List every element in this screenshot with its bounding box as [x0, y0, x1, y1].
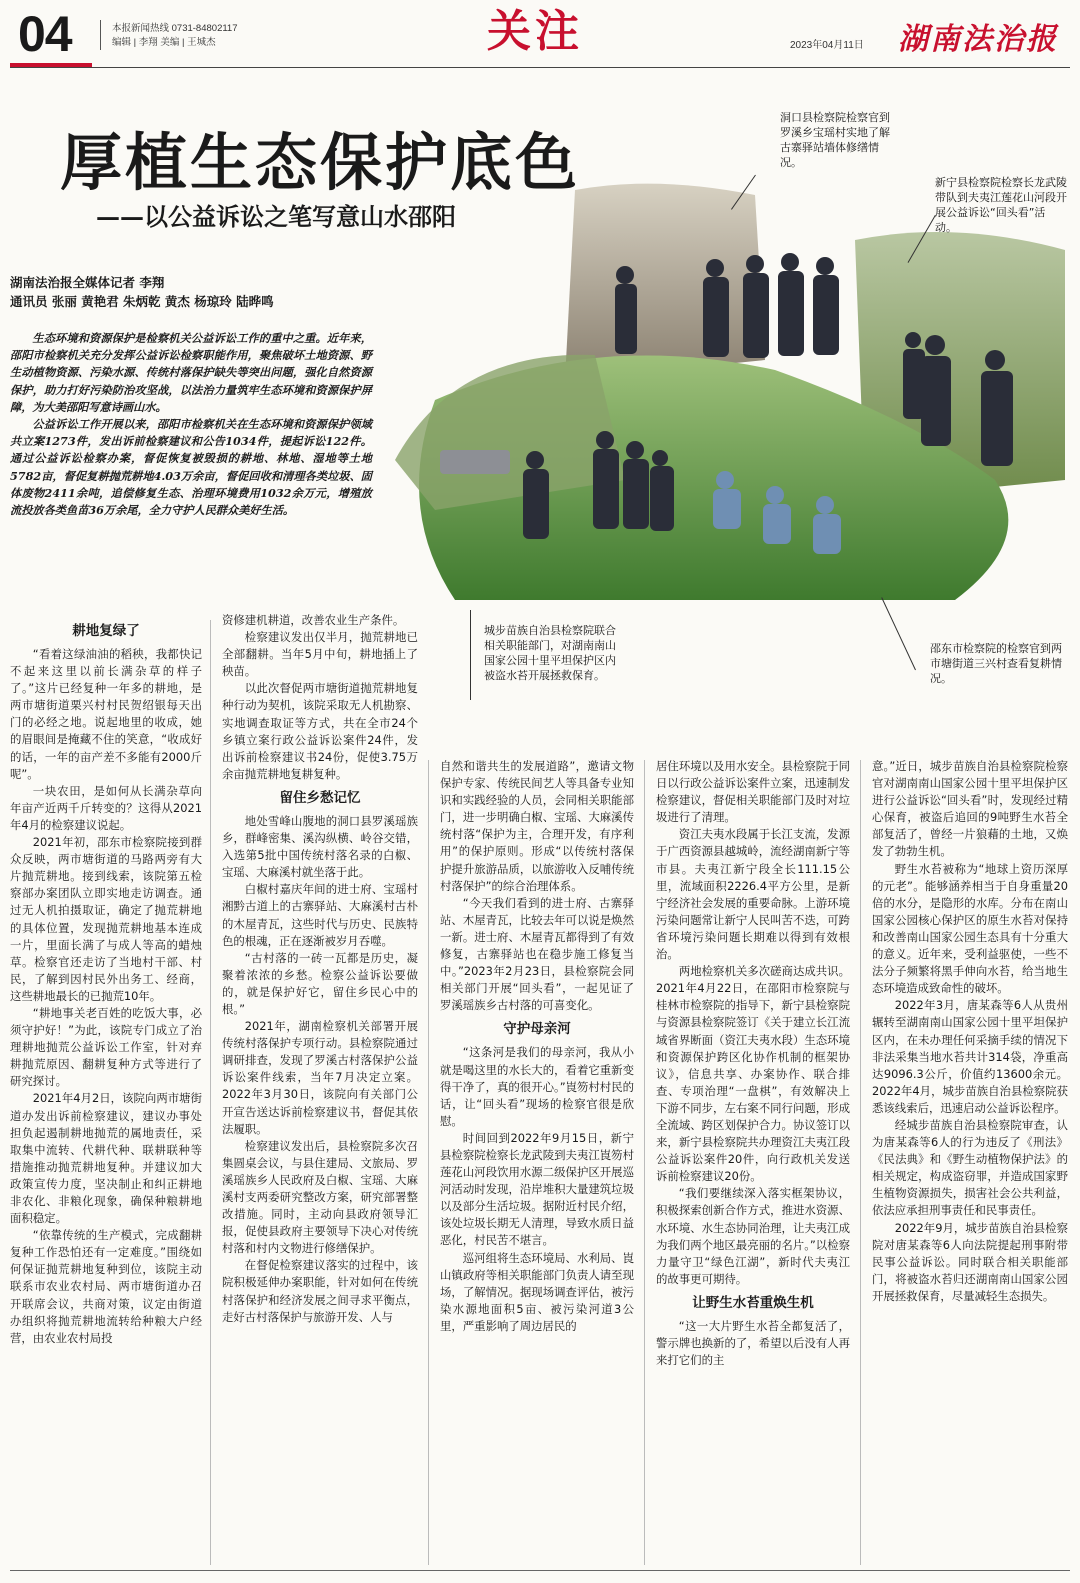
lead-paragraph: 公益诉讼工作开展以来，邵阳市检察机关在生态环境和资源保护领域共立案1273件，发出诉前检察建议和公告1034件，提起诉讼122件。通过公益诉讼检察办案，督促恢复被毁损的耕地、林地、湿地等土地5782亩，督促复耕抛荒耕地4.03万余亩，督促回收和清理各类垃圾、固体废物2411余吨，追偿修复生态、治理环境费用1032余万元，增殖放流投放各类鱼苗36万余尾，全力守护人民群众美好生活。 — [10, 417, 372, 518]
body-paragraph: 资江夫夷水段属于长江支流，发源于广西资源县越城岭，流经湖南新宁等市县。夫夷江新宁段全长111.15公里，流域面积2226.4平方公里，是新宁经济社会发展的重要命脉。上游环境污染问题常让新宁人民叫苦不迭，可跨省环境污染问题长期难以得到有效根治。 — [656, 827, 850, 962]
editors: 编辑 | 李翔 美编 | 王城杰 — [112, 37, 216, 48]
body-paragraph: “看着这绿油油的稻秧，我都快记不起来这里以前长满杂草的样子了。”这片已经复种一年多的耕地，是两市塘街道栗兴村村民贺绍银每天出门的必经之地。说起地里的收成，她的眉眼间是掩藏不住的笑意，“收成好的话，一年的亩产差不多能有2000斤呢”。 — [10, 647, 202, 781]
body-paragraph: 两地检察机关多次磋商达成共识。2021年4月22日，在邵阳市检察院与桂林市检察院的指导下，新宁县检察院与资源县检察院签订《关于建立长江流域省界断面（资江夫夷水段）生态环境和资源保护跨区化协作机制的框架协议》，信息共享、办案协作、联合排查、专项治理“一盘棋”，有效解决上下游不同步，左右案不同行问题，形成全流域、跨区划保护合力。协议签订以来，新宁县检察院共办理资江夫夷江段公益诉讼案件20件，向行政机关发送诉前检察建议20份。 — [656, 964, 850, 1184]
column-1 — [10, 616, 202, 1568]
body-paragraph: 时间回到2022年9月15日，新宁县检察院检察长龙武陵到夫夷江崀笏村莲花山河段饮用水源二级保护区开展巡河活动时发现，沿岸堆积大量建筑垃圾以及部分生活垃圾。据附近村民介绍，该处垃圾长期无人清理，导致水质日益恶化，村民苦不堪言。 — [440, 1130, 634, 1248]
body-paragraph: 经城步苗族自治县检察院审查，认为唐某森等6人的行为违反了《刑法》《民法典》和《野生动植物保护法》的相关规定，构成盗窃罪，并造成国家野生植物资源损失，损害社会公共利益，依法应承担刑事责任和民事责任。 — [872, 1117, 1068, 1218]
section-heading: 让野生水苔重焕生机 — [692, 1294, 814, 1311]
section-heading: 耕地复绿了 — [72, 623, 140, 639]
photo-truck — [440, 450, 510, 474]
body-paragraph: 检察建议发出后，县检察院多次召集圆桌会议，与县住建局、文旅局、罗溪瑶族乡人民政府及白椒、宝瑶、大麻溪村支两委研究整改方案，研究部署整改措施。同时，主动向县政府领导汇报，促使县政府主要领导下决心对传统村落和村内文物进行修缮保护。 — [222, 1138, 418, 1256]
article-lead — [10, 330, 372, 519]
body-paragraph: 自然和谐共生的发展道路”，邀请文物保护专家、传统民间艺人等具备专业知识和实践经验的人员，会同相关职能部门，进一步明确白椒、宝瑶、大麻溪传统村落“保护为主，合理开发，有序利用”的保护原则。形成“以传统村落保护提升旅游品质，以旅游收入反哺传统村落保护”的综合治理体系。 — [440, 759, 634, 893]
body-paragraph: “古村落的一砖一瓦都是历史，凝聚着浓浓的乡愁。检察公益诉讼要做的，就是保护好它，留住乡民心中的根。” — [222, 950, 418, 1016]
section-heading: 守护母亲河 — [503, 1021, 571, 1038]
byline-reporter: 湖南法治报全媒体记者 李翔 — [10, 275, 165, 290]
body-paragraph: 2021年初，邵东市检察院接到群众反映，两市塘街道的马路两旁有大片抛荒耕地。接到线索，该院第五检察部办案团队立即实地走访调查。通过无人机拍摄取证，确定了抛荒耕地的具体位置，发现抛荒耕地基本连成一片，里面长满了与成人等高的蜡烛草。检察官还走访了当地村干部、村民，了解到因村民外出务工、经商，这些耕地最长的已抛荒10年。 — [10, 835, 202, 1003]
hotline: 本报新闻热线 0731-84802117 — [112, 23, 238, 34]
page-number: 04 — [18, 6, 72, 62]
caption-shaodong: 邵东市检察院的检察官到两市塘街道三兴村查看复耕情况。 — [930, 642, 1062, 685]
body-paragraph: 检察建议发出仅半月，抛荒耕地已全部翻耕。当年5月中旬，耕地插上了秧苗。 — [222, 630, 418, 679]
header-divider — [100, 20, 101, 50]
body-paragraph: “我们要继续深入落实框架协议，积极探索创新合作方式，推进水资源、水环境、水生态协同治理，让夫夷江成为我们两个地区最亮丽的名片。”以检察力量守卫“绿色江湖”，新时代夫夷江的故事更可期待。 — [656, 1186, 850, 1286]
article-subtitle: ——以公益诉讼之笔写意山水邵阳 — [96, 202, 456, 231]
body-paragraph: “这一大片野生水苔全都复活了，警示牌也换新的了，希望以后没有人再来打它们的主 — [656, 1318, 850, 1368]
body-paragraph: “依靠传统的生产模式，完成翻耕复种工作恐怕还有一定难度。”围绕如何保证抛荒耕地复种到位，该院主动联系市农业农村局、两市塘街道办召开联席会议，共商对策，议定由街道办组织将抛荒耕地流转给种粮大户经营，由农业农村局投 — [10, 1228, 202, 1345]
column-divider — [428, 760, 429, 1565]
photo-village-wall — [565, 184, 765, 380]
body-paragraph: 在督促检察建议落实的过程中，该院积极延伸办案职能，针对如何在传统村落保护和经济发展之间寻求平衡点，走好古村落保护与旅游开发、人与 — [222, 1258, 418, 1324]
column-divider — [644, 760, 645, 1565]
header-info — [112, 22, 238, 50]
paper-name: 湖南法治报 — [898, 22, 1058, 57]
body-paragraph: 野生水苔被称为“地球上资历深厚的元老”。能够涵养相当于自身重量20倍的水分，是隐形的水库。分布在南山国家公园核心保护区的原生水苔对保持和改善南山国家公园生态具有十分重大的意义。近年来，受利益驱使，一些不法分子频繁将黑手伸向水苔，给当地生态环境造成致命性的破坏。 — [872, 861, 1068, 996]
body-paragraph: “这条河是我们的母亲河，我从小就是喝这里的水长大的，看着它重新变得干净了，真的很开心。”崀笏村村民的话，让“回头看”现场的检察官很是欣慰。 — [440, 1045, 634, 1128]
body-paragraph: 地处雪峰山腹地的洞口县罗溪瑶族乡，群峰密集、溪沟纵横、岭谷交错，入选第5批中国传统村落名录的白椒、宝瑶、大麻溪村就坐落于此。 — [222, 813, 418, 880]
caption-pointer — [881, 597, 916, 670]
body-paragraph: 巡河组将生态环境局、水利局、崀山镇政府等相关职能部门负责人请至现场，了解情况。据现场调查评估，被污染水源地面积5亩、被污染河道3公里，严重影响了周边居民的 — [440, 1250, 634, 1333]
header-rule — [10, 67, 1070, 68]
body-paragraph: “耕地事关老百姓的吃饭大事，必须守护好！”为此，该院专门成立了治理耕地抛荒公益诉讼工作室，针对弃耕抛荒原因、翻耕复种方式等进行了研究探讨。 — [10, 1005, 202, 1089]
body-paragraph: 一块农田，是如何从长满杂草向年亩产近两千斤转变的？这得从2021年4月的检察建议说起。 — [10, 783, 202, 832]
body-paragraph: 2021年4月2日，该院向两市塘街道办发出诉前检察建议，建议办事处担负起遏制耕地抛荒的属地责任，采取集中流转、代耕代种、联耕联种等措施推动抛荒耕地复种。并建议加大政策宣传力度，坚决制止和纠正耕地非农化、非粮化现象，确保种粮耕地面积稳定。 — [10, 1091, 202, 1226]
body-paragraph: 2022年3月，唐某森等6人从贵州辗转至湖南南山国家公园十里平坦保护区内，在未办理任何采摘手续的情况下非法采集当地水苔共计314袋，净重高达9096.3公斤，价值约13600余元。2022年4月，城步苗族自治县检察院获悉该线索后，迅速启动公益诉讼程序。 — [872, 998, 1068, 1115]
column-5 — [872, 758, 1068, 1568]
section-name: 关注 — [487, 6, 583, 57]
body-paragraph: 2021年，湖南检察机关部署开展传统村落保护专项行动。县检察院通过调研排查，发现了罗溪古村落保护公益诉讼案件线索，当年7月决定立案。2022年3月30日，该院向有关部门公开宣告送达诉前检察建议书，督促其依法履职。 — [222, 1019, 418, 1136]
photo-collage — [395, 180, 1070, 600]
body-paragraph: “今天我们看到的进士府、古寨驿站、木屋青瓦，比较去年可以说是焕然一新。进士府、木屋青瓦都得到了有效修复，古寨驿站也在稳步施工修复当中。”2023年2月23日，县检察院会同相关部门开展“回头看”，一起见证了罗溪瑶族乡古村落的可喜变化。 — [440, 895, 634, 1013]
column-divider — [210, 620, 211, 1565]
body-paragraph: 居住环境以及用水安全。县检察院于同日以行政公益诉讼案件立案，迅速制发检察建议，督促相关职能部门及时对垃圾进行了清理。 — [656, 759, 850, 825]
caption-pointer — [470, 610, 471, 700]
byline-correspondents: 通讯员 张丽 黄艳君 朱炳乾 黄杰 杨琼玲 陆晔鸣 — [10, 294, 274, 309]
body-paragraph: 白椒村嘉庆年间的进士府、宝瑶村湘黔古道上的古寨驿站、大麻溪村古朴的木屋青瓦，这些时代与历史、民族特色的根魂，正在逐渐被岁月吞噬。 — [222, 882, 418, 948]
issue-date: 2023年04月11日 — [790, 40, 864, 51]
caption-chengbu: 城步苗族自治县检察院联合相关职能部门，对湖南南山国家公园十里平坦保护区内被盗水苔开展拯救保育。 — [484, 624, 616, 682]
body-paragraph: 2022年9月，城步苗族自治县检察院对唐某森等6人向法院提起刑事附带民事公益诉讼。同时联合相关职能部门，将被盗水苔归还湖南南山国家公园开展拯救保育，尽量减轻生态损失。 — [872, 1220, 1068, 1303]
body-paragraph: 资修建机耕道，改善农业生产条件。 — [222, 613, 405, 627]
column-4 — [656, 758, 850, 1568]
article-title: 厚植生态保护底色 — [60, 126, 581, 199]
column-divider — [860, 760, 861, 1565]
caption-xinning: 新宁县检察院检察长龙武陵带队到夫夷江莲花山河段开展公益诉讼“回头看”活动。 — [935, 176, 1067, 234]
caption-dongkou: 洞口县检察院检察官到罗溪乡宝瑶村实地了解古寨驿站墙体修缮情况。 — [780, 111, 890, 169]
body-paragraph: 以此次督促两市塘街道抛荒耕地复种行动为契机，该院采取无人机勘察、实地调查取证等方式，共在全市24个乡镇立案行政公益诉讼案件24件，发出诉前检察建议书24份，促使3.75万余亩抛荒耕地复耕复种。 — [222, 681, 418, 781]
body-paragraph: 意。”近日，城步苗族自治县检察院检察官对湖南南山国家公园十里平坦保护区进行公益诉讼“回头看”时，发现经过精心保育，被盗后追回的9吨野生水苔全部复活了，曾经一片狼藉的土地，又焕发了勃勃生机。 — [872, 759, 1068, 859]
lead-paragraph: 生态环境和资源保护是检察机关公益诉讼工作的重中之重。近年来，邵阳市检察机关充分发挥公益诉讼检察职能作用，聚焦破坏土地资源、野生动植物资源、污染水源、传统村落保护缺失等突出问题，强化自然资源保护，助力打好污染防治攻坚战，以法治力量筑牢生态环境和资源保护屏障，为大美邵阳写意诗画山水。 — [10, 331, 372, 414]
column-2 — [222, 612, 418, 1568]
footer-rule — [10, 1570, 1070, 1571]
section-heading: 留住乡愁记忆 — [279, 789, 361, 806]
column-3 — [440, 758, 634, 1568]
